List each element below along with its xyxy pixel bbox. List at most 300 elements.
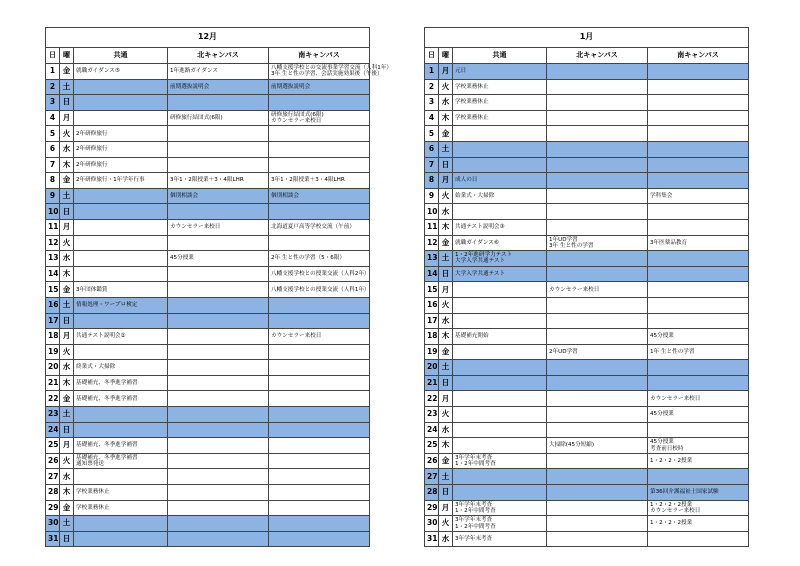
weekday: 日 — [60, 531, 74, 547]
north-campus-event — [547, 79, 648, 95]
weekday: 金 — [439, 344, 453, 360]
common-event: 1・2年進研学力テスト 大学入学共通テスト — [453, 251, 547, 267]
header-common: 共通 — [453, 48, 547, 64]
common-event: 学校業務休止 — [453, 95, 547, 111]
common-event — [453, 485, 547, 501]
day-number: 14 — [425, 266, 439, 282]
south-campus-event — [648, 422, 749, 438]
common-event — [453, 407, 547, 423]
day-number: 25 — [425, 438, 439, 454]
south-campus-event — [648, 204, 749, 220]
common-event: 2年研修旅行 — [74, 157, 168, 173]
common-event: 情報処理・ワープロ検定 — [74, 297, 168, 313]
south-campus-event: 45分授業 考査前日校時 — [648, 438, 749, 454]
north-campus-event — [168, 375, 269, 391]
calendar-row — [46, 251, 370, 267]
weekday: 日 — [60, 204, 74, 220]
calendar-row — [425, 485, 749, 501]
calendar-row — [46, 219, 370, 235]
day-number: 2 — [425, 79, 439, 95]
south-campus-event: 八幡支援学校との交流事業学習交流（人科1年） 3年 生と性の学習、会話実施効果後（午後） — [269, 64, 370, 80]
north-campus-event: 2年UD学習 — [547, 344, 648, 360]
south-campus-event: 45分授業 — [648, 329, 749, 345]
weekday: 月 — [439, 282, 453, 298]
south-campus-event — [648, 251, 749, 267]
common-event: 学校業務休止 — [453, 110, 547, 126]
day-number: 4 — [46, 110, 60, 126]
day-number: 13 — [425, 251, 439, 267]
south-campus-event — [648, 79, 749, 95]
day-number: 22 — [46, 391, 60, 407]
calendar-row — [46, 79, 370, 95]
weekday: 水 — [439, 204, 453, 220]
north-campus-event — [547, 422, 648, 438]
calendar-row — [425, 282, 749, 298]
south-campus-event — [269, 500, 370, 516]
south-campus-event: 前期選抜説明会 — [269, 79, 370, 95]
weekday: 木 — [439, 329, 453, 345]
day-number: 3 — [425, 95, 439, 111]
south-campus-event — [269, 344, 370, 360]
calendar-row — [46, 266, 370, 282]
north-campus-event — [547, 313, 648, 329]
calendar-row — [425, 251, 749, 267]
common-event: 基礎補充開始 — [453, 329, 547, 345]
common-event — [453, 141, 547, 157]
day-number: 21 — [425, 375, 439, 391]
day-number: 22 — [425, 391, 439, 407]
north-campus-event — [547, 64, 648, 80]
weekday: 土 — [439, 141, 453, 157]
south-campus-event — [269, 531, 370, 547]
weekday: 土 — [439, 469, 453, 485]
common-event — [453, 157, 547, 173]
weekday: 水 — [60, 360, 74, 376]
calendar-row — [46, 438, 370, 454]
day-number: 25 — [46, 438, 60, 454]
common-event — [74, 219, 168, 235]
weekday: 水 — [439, 95, 453, 111]
common-event: 大学入学共通テスト — [453, 266, 547, 282]
weekday: 火 — [439, 407, 453, 423]
day-number: 28 — [425, 485, 439, 501]
calendar-row — [46, 282, 370, 298]
weekday: 月 — [60, 329, 74, 345]
south-campus-event — [648, 297, 749, 313]
south-campus-event — [269, 485, 370, 501]
day-number: 18 — [46, 329, 60, 345]
header-north-campus: 北キャンパス — [547, 48, 648, 64]
day-number: 2 — [46, 79, 60, 95]
south-campus-event: 個別相談会 — [269, 188, 370, 204]
common-event: 共通テスト説明会③ — [453, 219, 547, 235]
calendar-row — [425, 422, 749, 438]
common-event — [453, 313, 547, 329]
calendar-row — [46, 500, 370, 516]
calendar-row — [46, 313, 370, 329]
header-day: 日 — [46, 48, 60, 64]
weekday: 日 — [439, 157, 453, 173]
north-campus-event — [168, 453, 269, 469]
day-number: 3 — [46, 95, 60, 111]
common-event: 終業式・大掃除 — [74, 360, 168, 376]
weekday: 土 — [439, 360, 453, 376]
south-campus-event: カウンセラー来校日 — [269, 329, 370, 345]
weekday: 水 — [60, 469, 74, 485]
day-number: 17 — [46, 313, 60, 329]
weekday: 月 — [439, 64, 453, 80]
common-event — [74, 407, 168, 423]
common-event — [453, 204, 547, 220]
south-campus-event — [269, 375, 370, 391]
day-number: 19 — [46, 344, 60, 360]
weekday: 水 — [60, 141, 74, 157]
south-campus-event: 3年医薬品教育 — [648, 235, 749, 251]
common-event — [74, 313, 168, 329]
north-campus-event — [168, 95, 269, 111]
north-campus-event — [547, 126, 648, 142]
common-event — [74, 188, 168, 204]
day-number: 26 — [46, 453, 60, 469]
north-campus-event: 前期選抜説明会 — [168, 79, 269, 95]
day-number: 12 — [46, 235, 60, 251]
calendar-row — [425, 438, 749, 454]
header-common: 共通 — [74, 48, 168, 64]
calendar-row — [425, 126, 749, 142]
south-campus-event — [269, 360, 370, 376]
weekday: 日 — [60, 313, 74, 329]
south-campus-event — [648, 266, 749, 282]
south-campus-event — [648, 531, 749, 547]
calendar-row — [425, 360, 749, 376]
north-campus-event — [168, 126, 269, 142]
weekday: 日 — [439, 266, 453, 282]
north-campus-event — [547, 500, 648, 516]
weekday: 水 — [439, 531, 453, 547]
calendar-row — [46, 157, 370, 173]
north-campus-event — [168, 297, 269, 313]
weekday: 土 — [60, 516, 74, 532]
calendar-row — [425, 64, 749, 80]
south-campus-event — [648, 110, 749, 126]
header-day: 日 — [425, 48, 439, 64]
calendar-row — [425, 235, 749, 251]
south-campus-event — [269, 407, 370, 423]
day-number: 13 — [46, 251, 60, 267]
south-campus-event: 研修旅行結団式(6限) カウンセラー来校日 — [269, 110, 370, 126]
north-campus-event — [547, 407, 648, 423]
weekday: 火 — [60, 453, 74, 469]
weekday: 火 — [439, 79, 453, 95]
weekday: 水 — [60, 251, 74, 267]
north-campus-event — [547, 157, 648, 173]
weekday: 金 — [439, 453, 453, 469]
calendar-row — [46, 344, 370, 360]
day-number: 23 — [46, 407, 60, 423]
north-campus-event — [168, 235, 269, 251]
common-event — [74, 516, 168, 532]
south-campus-event: 八幡支援学校との授業交流（人科2年） — [269, 266, 370, 282]
day-number: 31 — [425, 531, 439, 547]
calendar-row — [425, 469, 749, 485]
day-number: 7 — [46, 157, 60, 173]
calendar-row — [46, 422, 370, 438]
calendar-row — [46, 516, 370, 532]
weekday: 月 — [439, 500, 453, 516]
south-campus-event — [648, 313, 749, 329]
north-campus-event: 45分授業 — [168, 251, 269, 267]
calendar-row — [46, 329, 370, 345]
common-event: 学校業務休止 — [74, 485, 168, 501]
south-campus-event — [269, 313, 370, 329]
calendar-row — [46, 469, 370, 485]
south-campus-event: 八幡支援学校との授業交流（人科1年） — [269, 282, 370, 298]
day-number: 15 — [46, 282, 60, 298]
day-number: 17 — [425, 313, 439, 329]
calendar-row — [425, 453, 749, 469]
calendar-row — [425, 375, 749, 391]
south-campus-event: 2年 生と性の学習（5・6限） — [269, 251, 370, 267]
calendar-row — [46, 360, 370, 376]
north-campus-event — [547, 173, 648, 189]
day-number: 24 — [425, 422, 439, 438]
day-number: 10 — [46, 204, 60, 220]
south-campus-event — [269, 126, 370, 142]
south-campus-event — [269, 95, 370, 111]
calendar-row — [425, 173, 749, 189]
north-campus-event — [168, 485, 269, 501]
weekday: 金 — [60, 500, 74, 516]
day-number: 16 — [46, 297, 60, 313]
calendar-row — [425, 110, 749, 126]
weekday: 火 — [439, 188, 453, 204]
common-event — [453, 282, 547, 298]
weekday: 日 — [439, 375, 453, 391]
common-event — [74, 344, 168, 360]
south-campus-event — [269, 453, 370, 469]
weekday: 火 — [439, 516, 453, 532]
day-number: 11 — [46, 219, 60, 235]
calendar-row — [46, 173, 370, 189]
day-number: 29 — [46, 500, 60, 516]
common-event: 元日 — [453, 64, 547, 80]
calendar-row — [46, 453, 370, 469]
calendar-row — [46, 141, 370, 157]
calendar-row — [425, 297, 749, 313]
south-campus-event — [269, 516, 370, 532]
north-campus-event — [547, 453, 648, 469]
weekday: 月 — [60, 219, 74, 235]
header-weekday: 曜 — [439, 48, 453, 64]
north-campus-event — [547, 204, 648, 220]
north-campus-event: 個別相談会 — [168, 188, 269, 204]
common-event — [74, 79, 168, 95]
weekday: 金 — [60, 391, 74, 407]
common-event — [74, 266, 168, 282]
south-campus-event: 45分授業 — [648, 407, 749, 423]
common-event — [453, 422, 547, 438]
south-campus-event — [648, 141, 749, 157]
north-campus-event — [168, 204, 269, 220]
day-number: 20 — [46, 360, 60, 376]
common-event — [453, 375, 547, 391]
south-campus-event: カウンセラー来校日 — [648, 391, 749, 407]
weekday: 金 — [439, 235, 453, 251]
north-campus-event — [547, 141, 648, 157]
calendar-row — [425, 95, 749, 111]
calendar-row — [425, 219, 749, 235]
header-south-campus: 南キャンパス — [269, 48, 370, 64]
common-event — [453, 391, 547, 407]
calendar-row — [46, 126, 370, 142]
header-north-campus: 北キャンパス — [168, 48, 269, 64]
north-campus-event — [547, 531, 648, 547]
weekday: 火 — [60, 126, 74, 142]
north-campus-event — [547, 251, 648, 267]
common-event: 就職ガイダンス⑤ — [74, 64, 168, 80]
south-campus-event: 1年 生と性の学習 — [648, 344, 749, 360]
day-number: 7 — [425, 157, 439, 173]
common-event: 基礎補充、冬季進学補習 通知票発送 — [74, 453, 168, 469]
weekday: 木 — [60, 266, 74, 282]
common-event: 学校業務休止 — [74, 500, 168, 516]
weekday: 日 — [60, 422, 74, 438]
common-event: 2年研修旅行 — [74, 141, 168, 157]
weekday: 日 — [60, 95, 74, 111]
day-number: 30 — [425, 516, 439, 532]
south-campus-event — [648, 219, 749, 235]
calendar-row — [46, 188, 370, 204]
day-number: 23 — [425, 407, 439, 423]
common-event: 3年学年末考査 1・2年中間考査 — [453, 516, 547, 532]
north-campus-event — [168, 422, 269, 438]
common-event: 2年研修旅行・1年学年行事 — [74, 173, 168, 189]
south-campus-event — [269, 157, 370, 173]
north-campus-event — [168, 531, 269, 547]
calendar-row — [46, 64, 370, 80]
south-campus-event: 3年1・2限授業＋3・4限LHR — [269, 173, 370, 189]
south-campus-event — [269, 391, 370, 407]
weekday: 土 — [60, 79, 74, 95]
weekday: 月 — [60, 110, 74, 126]
day-number: 1 — [46, 64, 60, 80]
weekday: 木 — [439, 438, 453, 454]
north-campus-event: 1年UD学習 3年 生と性の学習 — [547, 235, 648, 251]
header-weekday: 曜 — [60, 48, 74, 64]
north-campus-event — [547, 329, 648, 345]
south-campus-event: 学科集会 — [648, 188, 749, 204]
weekday: 火 — [439, 297, 453, 313]
calendar-row — [46, 110, 370, 126]
north-campus-event — [547, 219, 648, 235]
weekday: 金 — [60, 282, 74, 298]
calendar-row — [425, 531, 749, 547]
calendar-row — [46, 531, 370, 547]
common-event: 3年団体鑑賞 — [74, 282, 168, 298]
calendar-row — [46, 204, 370, 220]
day-number: 14 — [46, 266, 60, 282]
north-campus-event — [547, 375, 648, 391]
south-campus-event — [648, 173, 749, 189]
common-event — [453, 344, 547, 360]
north-campus-event — [168, 344, 269, 360]
day-number: 9 — [425, 188, 439, 204]
day-number: 1 — [425, 64, 439, 80]
common-event: 2年研修旅行 — [74, 126, 168, 142]
weekday: 木 — [60, 485, 74, 501]
calendar-row — [46, 235, 370, 251]
day-number: 19 — [425, 344, 439, 360]
day-number: 6 — [46, 141, 60, 157]
day-number: 20 — [425, 360, 439, 376]
common-event — [74, 110, 168, 126]
weekday: 土 — [439, 251, 453, 267]
south-campus-event — [648, 360, 749, 376]
south-campus-event — [269, 438, 370, 454]
calendar-row — [425, 204, 749, 220]
weekday: 水 — [439, 313, 453, 329]
south-campus-event: 1・2・2・2授業 — [648, 453, 749, 469]
day-number: 31 — [46, 531, 60, 547]
south-campus-event — [648, 126, 749, 142]
south-campus-event — [648, 64, 749, 80]
common-event: 基礎補充、冬季進学補習 — [74, 438, 168, 454]
common-event — [74, 95, 168, 111]
weekday: 月 — [439, 391, 453, 407]
common-event: 3年学年末考査 1・2年中間考査 — [453, 500, 547, 516]
common-event: 共通テスト説明会② — [74, 329, 168, 345]
calendar-row — [425, 407, 749, 423]
north-campus-event — [168, 360, 269, 376]
north-campus-event — [547, 516, 648, 532]
common-event — [453, 438, 547, 454]
calendar-row — [425, 313, 749, 329]
calendar-row — [46, 391, 370, 407]
north-campus-event — [168, 391, 269, 407]
day-number: 4 — [425, 110, 439, 126]
north-campus-event: 1年進路ガイダンス — [168, 64, 269, 80]
common-event — [453, 126, 547, 142]
day-number: 8 — [425, 173, 439, 189]
weekday: 土 — [60, 297, 74, 313]
common-event: 成人の日 — [453, 173, 547, 189]
common-event — [74, 531, 168, 547]
weekday: 金 — [60, 64, 74, 80]
day-number: 24 — [46, 422, 60, 438]
weekday: 木 — [60, 375, 74, 391]
common-event — [74, 469, 168, 485]
day-number: 30 — [46, 516, 60, 532]
north-campus-event — [547, 110, 648, 126]
north-campus-event — [547, 297, 648, 313]
day-number: 18 — [425, 329, 439, 345]
common-event — [74, 204, 168, 220]
calendar-row — [46, 407, 370, 423]
month-title: 1月 — [425, 28, 749, 48]
december-calendar — [45, 27, 393, 547]
january-calendar — [424, 27, 749, 547]
common-event: 基礎補充、冬季進学補習 — [74, 375, 168, 391]
weekday: 土 — [60, 407, 74, 423]
south-campus-event: 北海道夏戸高等学校交流（午前） — [269, 219, 370, 235]
common-event — [453, 297, 547, 313]
weekday: 月 — [439, 173, 453, 189]
north-campus-event — [168, 266, 269, 282]
calendar-row — [425, 79, 749, 95]
calendar-row — [46, 95, 370, 111]
weekday: 土 — [60, 188, 74, 204]
north-campus-event — [168, 516, 269, 532]
